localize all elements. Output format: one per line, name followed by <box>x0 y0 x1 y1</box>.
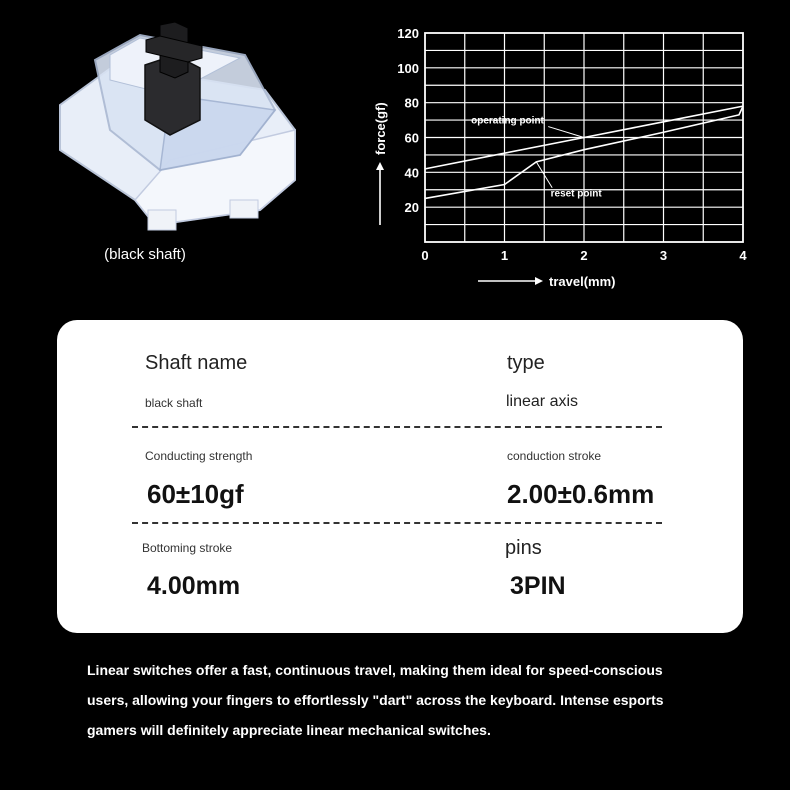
description-line-2: users, allowing your fingers to effortlessly "dart" across the keyboard. Intense esports <box>87 692 664 708</box>
x-tick-label: 2 <box>580 248 588 263</box>
annotation-operating-point: operating point <box>471 115 544 127</box>
y-tick-label: 40 <box>404 165 419 181</box>
y-tick-label: 60 <box>404 130 419 146</box>
conducting-strength-value: 60±10gf <box>147 479 244 509</box>
x-tick-label: 0 <box>421 248 429 263</box>
divider-2 <box>132 522 662 524</box>
bottoming-stroke-label: Bottoming stroke <box>142 541 233 555</box>
x-axis-arrow-head <box>535 277 543 285</box>
description-line-3: gamers will definitely appreciate linear mechanical switches. <box>87 722 491 738</box>
switch-illustration <box>40 10 320 240</box>
y-tick-label: 100 <box>397 60 419 76</box>
x-axis-label: travel(mm) <box>549 274 616 289</box>
y-axis-arrow-head <box>376 162 384 170</box>
pins-value: 3PIN <box>510 572 566 600</box>
description-line-1: Linear switches offer a fast, continuous travel, making them ideal for speed-conscious <box>87 662 663 678</box>
pins-label: pins <box>505 537 542 559</box>
x-tick-label: 4 <box>739 248 747 263</box>
annotation-reset-point: reset point <box>550 188 602 200</box>
switch-leg-left <box>148 210 176 230</box>
spec-card <box>57 320 743 633</box>
switch-leg-right <box>230 200 258 218</box>
shaft-name-value: black shaft <box>145 396 203 410</box>
shaft-name-label: Shaft name <box>145 352 248 374</box>
y-tick-label: 80 <box>404 95 419 111</box>
type-value: linear axis <box>506 393 579 410</box>
x-tick-label: 1 <box>500 248 509 263</box>
y-tick-label: 20 <box>404 200 419 216</box>
conducting-strength-label: Conducting strength <box>145 449 253 463</box>
x-tick-label: 3 <box>659 248 668 263</box>
y-axis-label: force(gf) <box>373 102 388 155</box>
conduction-stroke-label: conduction stroke <box>507 449 602 463</box>
type-label: type <box>507 352 545 374</box>
force-travel-chart <box>330 0 790 300</box>
y-tick-label: 120 <box>397 26 419 41</box>
chart-ticks <box>397 26 747 263</box>
conduction-stroke-value: 2.00±0.6mm <box>507 479 655 509</box>
switch-caption: (black shaft) <box>104 246 186 263</box>
annotation-leader-operating <box>548 127 584 138</box>
bottoming-stroke-value: 4.00mm <box>147 572 241 600</box>
description-paragraph <box>87 655 727 745</box>
divider-1 <box>132 426 662 428</box>
